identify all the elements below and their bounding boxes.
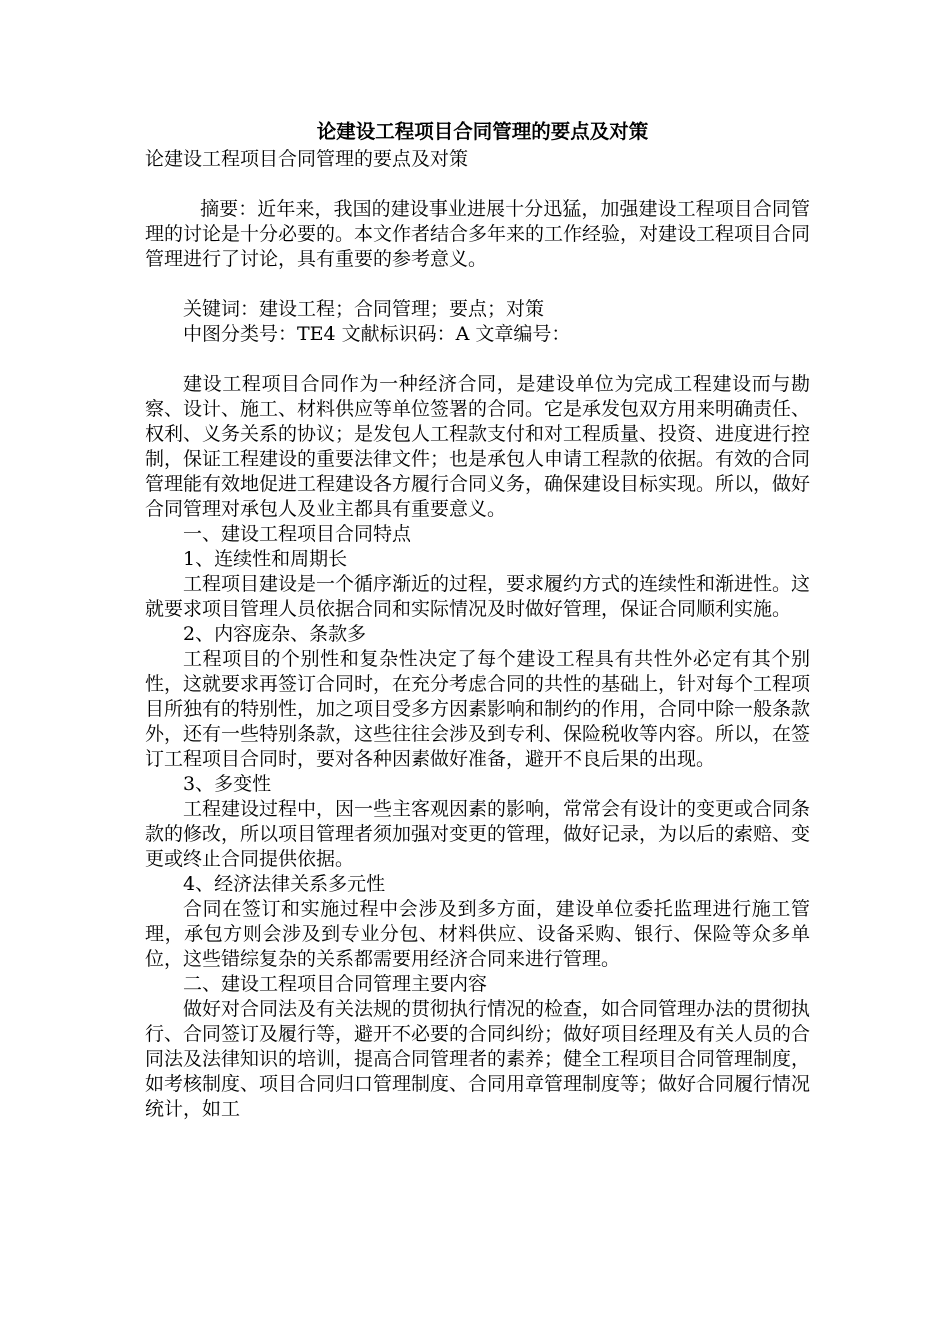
subsection-1-3-text: 工程建设过程中，因一些主客观因素的影响，常常会有设计的变更或合同条款的修改，所以项目管理者须加强对变更的管理，做好记录，为以后的索赔、变更或终止合同提供依据。 — [145, 798, 811, 870]
subsection-1-4-heading: 4、经济法律关系多元性 — [183, 873, 386, 895]
subsection-1-2-heading: 2、内容庞杂、条款多 — [183, 623, 367, 645]
section-2-text: 做好对合同法及有关法规的贯彻执行情况的检查，如合同管理办法的贯彻执行、合同签订及履行等，避开不必要的合同纠纷；做好项目经理及有关人员的合同法及法律知识的培训，提高合同管理者的素养；健全工程项目合同管理制度，如考核制度、项目合同归口管理制度、合同用章管理制度等；做好合同履行情况统计，如工 — [145, 998, 811, 1120]
blank-line — [145, 172, 810, 197]
classification-line: 中图分类号：TE4 文献标识码：A 文章编号： — [183, 323, 571, 345]
section-2-heading: 二、建设工程项目合同管理主要内容 — [183, 973, 488, 995]
document-title: 论建设工程项目合同管理的要点及对策 — [316, 120, 649, 143]
keywords-line: 关键词：建设工程；合同管理；要点；对策 — [183, 298, 545, 320]
section-1-heading: 一、建设工程项目合同特点 — [183, 523, 412, 545]
subsection-1-4-text: 合同在签订和实施过程中会涉及到多方面，建设单位委托监理进行施工管理，承包方则会涉及到专业分包、材料供应、设备采购、银行、保险等众多单位，这些错综复杂的关系都需要用经济合同来进行管理。 — [145, 898, 810, 970]
intro-paragraph: 建设工程项目合同作为一种经济合同，是建设单位为完成工程建设而与勘察、设计、施工、材料供应等单位签署的合同。它是承发包双方用来明确责任、权利、义务关系的协议；是发包人工程款支付和对工程质量、投资、进度进行控制，保证工程建设的重要法律文件；也是承包人申请工程款的依据。有效的合同管理能有效地促进工程建设各方履行合同义务，确保建设目标实现。所以，做好合同管理对承包人及业主都具有重要意义。 — [145, 373, 811, 520]
blank-line — [145, 347, 810, 372]
subsection-1-3-heading: 3、多变性 — [183, 773, 272, 795]
abstract-paragraph: 摘要：近年来，我国的建设事业进展十分迅猛，加强建设工程项目合同管理的讨论是十分必要的。本文作者结合多年来的工作经验，对建设工程项目合同管理进行了讨论，具有重要的参考意义。 — [145, 198, 811, 270]
subsection-1-1-heading: 1、连续性和周期长 — [183, 548, 348, 570]
subsection-1-2-text: 工程项目的个别性和复杂性决定了每个建设工程具有共性外必定有其个别性，这就要求再签订合同时，在充分考虑合同的共性的基础上，针对每个工程项目所独有的特别性，加之项目受多方因素影响和制约的作用，合同中除一般条款外，还有一些特别条款，这些往往会涉及到专利、保险税收等内容。所以，在签订工程项目合同时，要对各种因素做好准备，避开不良后果的出现。 — [145, 648, 811, 770]
document-subtitle: 论建设工程项目合同管理的要点及对策 — [145, 148, 469, 170]
subsection-1-1-text: 工程项目建设是一个循序渐近的过程，要求履约方式的连续性和渐进性。这就要求项目管理人员依据合同和实际情况及时做好管理，保证合同顺利实施。 — [145, 573, 811, 620]
blank-line — [145, 272, 810, 297]
